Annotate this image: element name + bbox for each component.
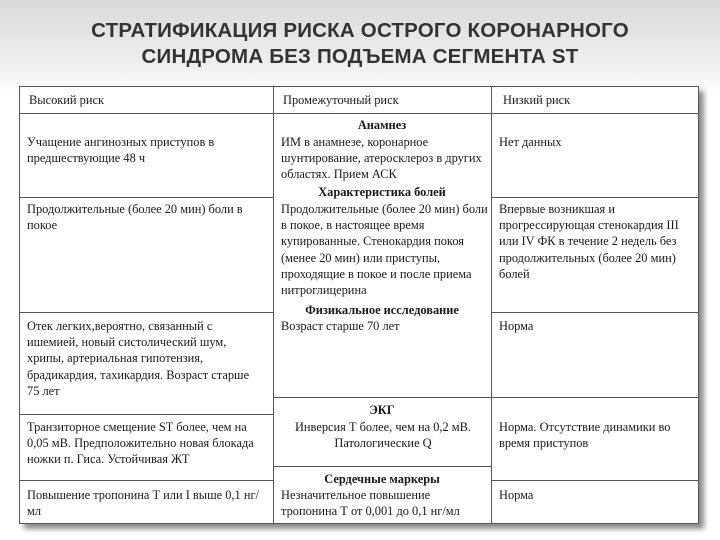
section-pain: Характеристика болей <box>318 185 446 199</box>
physical-high: Отек легких,вероятно, связанный с ишемией, новый систолический шум, хрипы, артериальная гипотензия, брадикардия, тахикардия. Возраст старше 75 лет <box>27 319 250 398</box>
title-line-2: СИНДРОМА БЕЗ ПОДЪЕМА СЕГМЕНТА ST <box>141 45 579 68</box>
markers-low: Норма <box>499 488 534 502</box>
table-border-top <box>19 86 699 87</box>
section-markers: Сердечные маркеры <box>324 472 440 486</box>
ecg-low: Норма. Отсутствие динамики во время приступов <box>499 420 671 451</box>
risk-table <box>19 86 699 524</box>
row-divider-high-4 <box>19 480 273 481</box>
table-border-left <box>19 86 20 524</box>
row-divider-high-2 <box>19 312 273 313</box>
row-divider-mid-2 <box>273 466 491 467</box>
table-border-bottom <box>19 523 699 524</box>
markers-high: Повышение тропонина Т или I выше 0,1 нг/мл <box>27 488 259 519</box>
section-anamnesis: Анамнез <box>357 118 407 132</box>
pain-low: Впервые возникшая и прогрессирующая стенокардия III или IV ФК в течение 2 недель без продолжительных (более 20 мин) болей <box>499 202 679 281</box>
markers-mid: Незначительное повышение тропонина Т от 0,001 до 0,1 нг/мл <box>281 488 460 519</box>
anamnesis-low: Нет данных <box>499 135 562 149</box>
anamnesis-mid: ИМ в анамнезе, коронарное шунтирование, атеросклероз в других областях. Прием АСК <box>281 135 482 182</box>
row-divider-low-4 <box>491 480 699 481</box>
anamnesis-high: Учащение ангинозных приступов в предшествующие 48 ч <box>27 135 215 166</box>
pain-high: Продолжительные (более 20 мин) боли в покое <box>27 202 243 233</box>
table-border-right <box>698 86 699 524</box>
section-physical: Физикальное исследование <box>305 303 459 317</box>
pain-mid: Продолжительные (более 20 мин) боли в покое, в настоящее время купированные. Стенокардия покоя (менее 20 мин) или приступы, проходящие в покое и после приема нитроглицерина <box>281 202 488 298</box>
ecg-high: Транзиторное смещение ST более, чем на 0,05 мВ. Предположительно новая блокада ножки п. Гиса. Устойчивая ЖТ <box>27 420 254 467</box>
header-divider <box>19 113 699 114</box>
title-line-1: СТРАТИФИКАЦИЯ РИСКА ОСТРОГО КОРОНАРНОГО <box>91 19 629 42</box>
row-divider-low-1 <box>491 197 699 198</box>
physical-low: Норма <box>499 319 534 333</box>
row-divider-high-1 <box>19 197 273 198</box>
row-divider-high-3 <box>19 414 273 415</box>
header-high-risk: Высокий риск <box>29 93 105 107</box>
header-low-risk: Низкий риск <box>503 93 571 107</box>
physical-mid: Возраст старше 70 лет <box>281 319 400 333</box>
row-divider-low-3 <box>491 397 699 398</box>
section-ecg: ЭКГ <box>369 403 395 417</box>
ecg-mid: Инверсия Т более, чем на 0,2 мВ. Патологические Q <box>294 420 472 451</box>
column-divider-2 <box>491 86 492 524</box>
row-divider-low-2 <box>491 312 699 313</box>
column-divider-1 <box>273 86 274 524</box>
page-title <box>30 18 690 70</box>
row-divider-mid-1 <box>273 397 491 398</box>
header-mid-risk: Промежуточный риск <box>283 93 399 107</box>
